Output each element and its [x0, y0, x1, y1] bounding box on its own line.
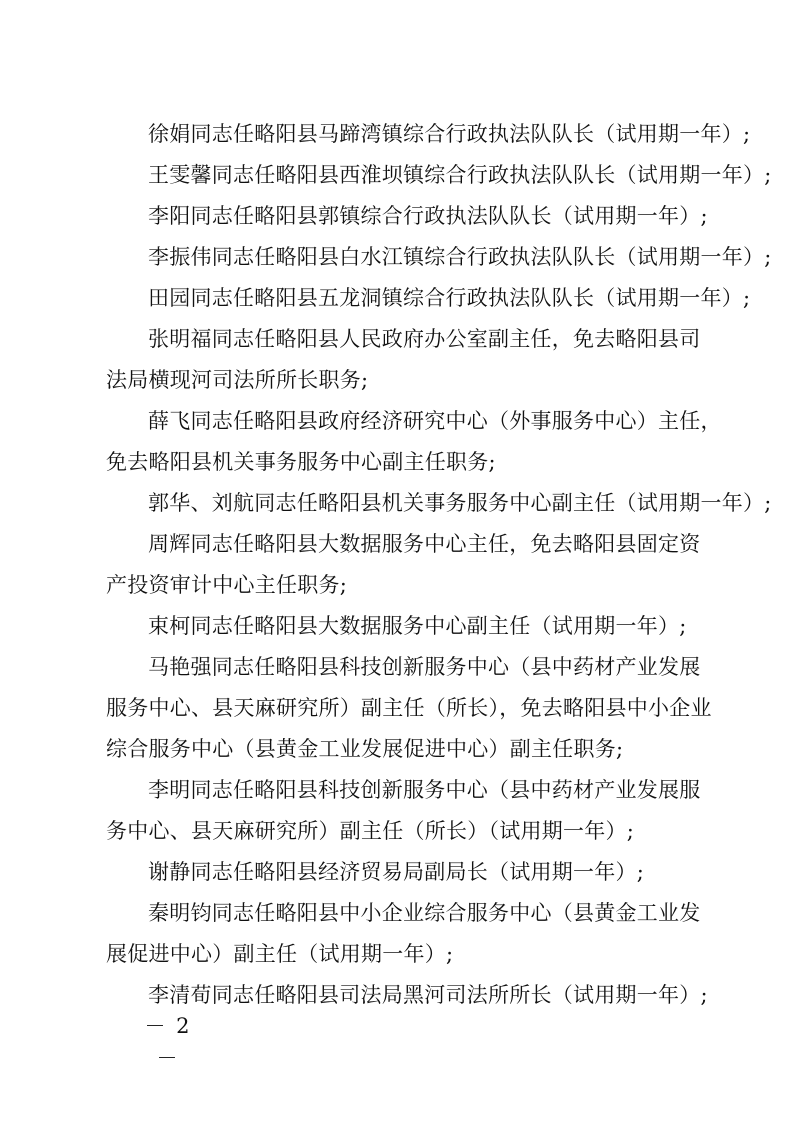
paragraph-line: 李明同志任略阳县科技创新服务中心（县中药材产业发展服	[148, 778, 701, 802]
paragraph-line: 束柯同志任略阳县大数据服务中心副主任（试用期一年）;	[148, 614, 687, 638]
paragraph-line: 秦明钧同志任略阳县中小企业综合服务中心（县黄金工业发	[148, 901, 701, 925]
paragraph-line: 务中心、县天麻研究所）副主任（所长）（试用期一年）;	[106, 819, 635, 843]
paragraph-line: 郭华、刘航同志任略阳县机关事务服务中心副主任（试用期一年）;	[148, 491, 772, 515]
paragraph-line: 李清荀同志任略阳县司法局黑河司法所所长（试用期一年）;	[148, 983, 708, 1007]
paragraph-line: 王雯馨同志任略阳县西淮坝镇综合行政执法队队长（试用期一年）;	[148, 163, 772, 187]
paragraph-line: 徐娟同志任略阳县马蹄湾镇综合行政执法队队长（试用期一年）;	[148, 122, 751, 146]
paragraph-line: 免去略阳县机关事务服务中心副主任职务;	[106, 450, 496, 474]
paragraph-line: 谢静同志任略阳县经济贸易局副局长（试用期一年）;	[148, 860, 645, 884]
paragraph-line: 周辉同志任略阳县大数据服务中心主任，免去略阳县固定资	[148, 532, 701, 556]
paragraph-line: 李阳同志任略阳县郭镇综合行政执法队队长（试用期一年）;	[148, 204, 708, 228]
paragraph-line: 服务中心、县天麻研究所）副主任（所长），免去略阳县中小企业	[106, 696, 712, 720]
paragraph-line: 马艳强同志任略阳县科技创新服务中心（县中药材产业发展	[148, 655, 701, 679]
paragraph-line: 综合服务中心（县黄金工业发展促进中心）副主任职务;	[106, 737, 624, 761]
paragraph-line: 展促进中心）副主任（试用期一年）;	[106, 942, 454, 966]
paragraph-line: 产投资审计中心主任职务;	[106, 573, 348, 597]
paragraph-line: 李振伟同志任略阳县白水江镇综合行政执法队队长（试用期一年）;	[148, 245, 772, 269]
paragraph-line: 田园同志任略阳县五龙洞镇综合行政执法队队长（试用期一年）;	[148, 286, 751, 310]
page-number: － 2 －	[144, 1014, 192, 1070]
paragraph-line: 法局横现河司法所所长职务;	[106, 368, 369, 392]
paragraph-line: 张明福同志任略阳县人民政府办公室副主任，免去略阳县司	[148, 327, 701, 351]
paragraph-line: 薛飞同志任略阳县政府经济研究中心（外事服务中心）主任，	[148, 409, 722, 433]
